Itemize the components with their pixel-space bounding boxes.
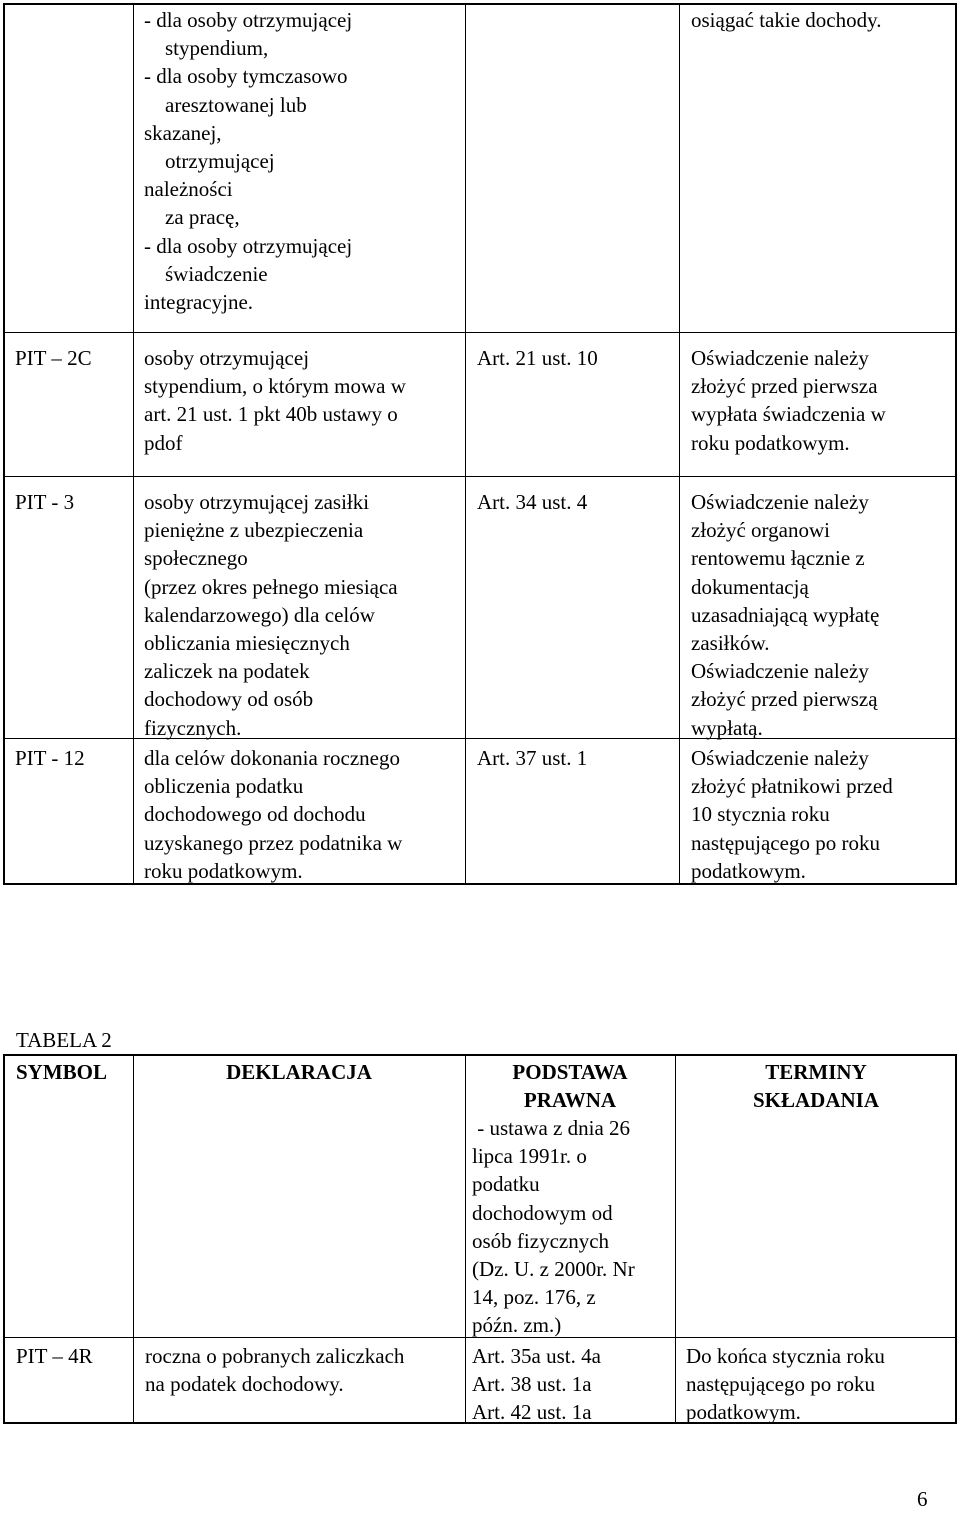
column-divider <box>465 5 466 883</box>
table-cell-article: Art. 37 ust. 1 <box>477 746 588 770</box>
declarations-table-2 <box>3 1054 957 1424</box>
header-symbol: SYMBOL <box>16 1060 108 1084</box>
column-divider <box>133 5 134 883</box>
table-cell-deadline: Oświadczenie należy złożyć przed pierwsza wypłata świadczenia w roku podatkowym. <box>691 346 886 455</box>
column-divider <box>679 5 680 883</box>
table-cell-deadline: Oświadczenie należy złożyć organowi rentowemu łącznie z dokumentacją uzasadniającą wypłatę zasiłków. Oświadczenie należy złożyć przed pierwszą wypłatą. <box>691 490 880 740</box>
table-cell-description: osoby otrzymującej stypendium, o którym mowa w art. 21 ust. 1 pkt 40b ustawy o pdof <box>144 346 406 455</box>
header-deadlines: TERMINY SKŁADANIA <box>752 1060 880 1113</box>
table-cell-description: - dla osoby otrzymującej stypendium, - dla osoby tymczasowo aresztowanej lub skazanej, otrzymującej należności za pracę, - dla osoby otrzymującej świadczenie integracyjne. <box>144 8 353 315</box>
table-cell-description: osoby otrzymującej zasiłki pieniężne z ubezpieczenia społecznego (przez okres pełnego miesiąca kalendarzowego) dla celów obliczania miesięcznych zaliczek na podatek dochodowy od osób fizycznych. <box>144 490 398 740</box>
page-number: 6 <box>917 1487 928 1511</box>
table-cell-deadline: Oświadczenie należy złożyć płatnikowi przed 10 stycznia roku następującego po roku podatkowym. <box>691 746 893 883</box>
table-cell-deadline: Do końca stycznia roku następującego po roku podatkowym. <box>686 1344 885 1425</box>
table-cell-symbol: PIT - 12 <box>15 746 85 770</box>
table-cell-legal-basis: Art. 35a ust. 4a Art. 38 ust. 1a Art. 42 ust. 1a <box>472 1344 601 1425</box>
table-caption: TABELA 2 <box>16 1028 112 1052</box>
table-cell-description: dla celów dokonania rocznego obliczenia podatku dochodowego od dochodu uzyskanego przez podatnika w roku podatkowym. <box>144 746 403 883</box>
row-divider <box>5 476 955 477</box>
legal-basis-note: - ustawa z dnia 26 lipca 1991r. o podatku dochodowym od osób fizycznych (Dz. U. z 2000r. Nr 14, poz. 176, z późn. zm.) <box>472 1116 635 1338</box>
table-cell-symbol: PIT – 4R <box>16 1344 93 1368</box>
table-cell-article: Art. 21 ust. 10 <box>477 346 598 370</box>
declarations-table-1 <box>3 3 957 885</box>
row-divider <box>5 332 955 333</box>
table-cell-article: Art. 34 ust. 4 <box>477 490 588 514</box>
table-cell-deadline: osiągać takie dochody. <box>691 8 882 32</box>
table-cell-symbol: PIT - 3 <box>15 490 75 514</box>
table-cell-symbol: PIT – 2C <box>15 346 92 370</box>
table-cell-declaration: roczna o pobranych zaliczkach na podatek dochodowy. <box>145 1344 405 1397</box>
header-legal-basis: PODSTAWA PRAWNA <box>512 1060 628 1113</box>
header-declaration: DEKLARACJA <box>226 1060 372 1084</box>
column-divider <box>133 1056 134 1422</box>
